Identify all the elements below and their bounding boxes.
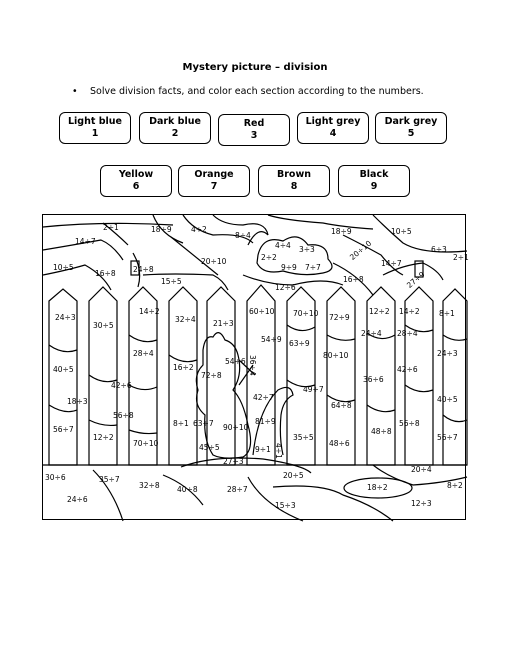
fact-label: 80÷10 xyxy=(323,351,349,360)
fact-label: 45÷5 xyxy=(199,443,220,452)
fact-label: 18÷3 xyxy=(67,397,88,406)
fact-label: 6÷3 xyxy=(431,245,447,254)
legend-color-label: Light grey xyxy=(305,116,361,127)
fact-label: 40÷8 xyxy=(177,485,198,494)
fact-label: 8÷2 xyxy=(447,481,463,490)
fact-label: 36÷4 xyxy=(248,355,257,376)
fact-label: 14÷7 xyxy=(381,259,402,268)
fact-label: 18÷9 xyxy=(331,227,352,236)
fact-label: 12÷3 xyxy=(411,499,432,508)
legend-dark-blue xyxy=(139,112,211,144)
fact-label: 28÷7 xyxy=(227,485,248,494)
fact-label: 24÷3 xyxy=(437,349,458,358)
cat-body xyxy=(196,333,250,458)
fact-label: 2÷2 xyxy=(261,253,277,262)
fence-line xyxy=(129,430,157,434)
fact-label: 60÷10 xyxy=(249,307,275,316)
fact-label: 2÷1 xyxy=(453,253,469,262)
fact-label: 72÷8 xyxy=(201,371,222,380)
fact-label: 15÷5 xyxy=(161,277,182,286)
fact-label: 72÷9 xyxy=(329,313,350,322)
legend-number: 3 xyxy=(250,130,258,141)
legend-red xyxy=(218,114,290,146)
fact-label: 20÷5 xyxy=(283,471,304,480)
fact-label: 81÷9 xyxy=(255,417,276,426)
fact-label: 35÷7 xyxy=(99,475,120,484)
fact-label: 24÷3 xyxy=(55,313,76,322)
fact-label: 56÷8 xyxy=(113,411,134,420)
fact-label: 54÷6 xyxy=(225,357,246,366)
fact-label: 9÷9 xyxy=(281,263,297,272)
fact-label: 28÷4 xyxy=(397,329,418,338)
legend-color-label: Black xyxy=(359,169,389,180)
fact-label: 18÷2 xyxy=(367,483,388,492)
fact-label: 3÷3 xyxy=(299,245,315,254)
fact-label: 70÷10 xyxy=(293,309,319,318)
fact-label: 9÷1 xyxy=(255,445,271,454)
fact-label: 32÷8 xyxy=(139,481,160,490)
fact-label: 42÷7 xyxy=(253,393,274,402)
sky-line xyxy=(143,274,228,290)
legend-light-grey xyxy=(297,112,369,144)
fact-label: 27÷9 xyxy=(405,269,427,290)
legend-number: 4 xyxy=(329,128,337,139)
fact-label: 42÷6 xyxy=(111,381,132,390)
fence-line xyxy=(129,385,157,390)
legend-number: 2 xyxy=(171,128,179,139)
fact-label: 16÷8 xyxy=(343,275,364,284)
fact-label: 14÷7 xyxy=(75,237,96,246)
fact-label: 20÷4 xyxy=(411,465,432,474)
fact-label: 90÷10 xyxy=(223,423,249,432)
fact-label: 21÷3 xyxy=(213,319,234,328)
fact-label: 56÷7 xyxy=(437,433,458,442)
fact-label: 14÷2 xyxy=(399,307,420,316)
legend-number: 7 xyxy=(210,181,218,192)
fence-line xyxy=(367,405,395,412)
fact-label: 12÷2 xyxy=(93,433,114,442)
fact-label: 30÷5 xyxy=(93,321,114,330)
fact-label: 63÷7 xyxy=(193,419,214,428)
fact-label: 24÷4 xyxy=(361,329,382,338)
fact-label: 40÷5 xyxy=(437,395,458,404)
legend-color-label: Yellow xyxy=(118,169,154,180)
fact-label: 20÷10 xyxy=(348,238,374,262)
fact-label: 49÷7 xyxy=(303,385,324,394)
fact-label: 4÷4 xyxy=(275,241,291,250)
instruction-line xyxy=(72,86,424,97)
fact-label: 54÷9 xyxy=(261,335,282,344)
fence-line xyxy=(89,420,117,425)
legend-color-label: Light blue xyxy=(68,116,122,127)
mystery-picture-puzzle xyxy=(42,214,469,520)
legend-number: 8 xyxy=(290,181,298,192)
ground-line xyxy=(248,477,303,521)
legend-brown xyxy=(258,165,330,197)
legend-color-label: Orange xyxy=(194,169,234,180)
fact-label: 35÷5 xyxy=(293,433,314,442)
fact-label: 15÷3 xyxy=(275,501,296,510)
fact-label: 20÷10 xyxy=(201,257,227,266)
fact-label: 16÷2 xyxy=(173,363,194,372)
legend-number: 6 xyxy=(132,181,140,192)
fence-line xyxy=(49,345,77,352)
fact-label: 12÷2 xyxy=(369,307,390,316)
fact-label: 4÷2 xyxy=(191,225,207,234)
legend-dark-grey xyxy=(375,112,447,144)
fact-label: 8÷1 xyxy=(439,309,455,318)
fence-line xyxy=(129,335,157,342)
fact-label: 24÷8 xyxy=(133,265,154,274)
fence-line xyxy=(443,415,467,422)
fact-label: 10÷5 xyxy=(391,227,412,236)
fact-label: 30÷6 xyxy=(45,473,66,482)
fact-label: 24÷6 xyxy=(67,495,88,504)
fact-label: 7÷7 xyxy=(305,263,321,272)
fact-label: 48÷8 xyxy=(371,427,392,436)
fact-label: 32÷4 xyxy=(175,315,196,324)
fact-label: 18÷9 xyxy=(151,225,172,234)
fact-label: 56÷7 xyxy=(53,425,74,434)
fact-label: 36÷6 xyxy=(363,375,384,384)
fact-label: 4÷1 xyxy=(274,443,283,459)
fact-label: 48÷6 xyxy=(329,439,350,448)
legend-color-label: Dark grey xyxy=(384,116,438,127)
fact-label: 2÷1 xyxy=(103,223,119,232)
legend-orange xyxy=(178,165,250,197)
legend-color-label: Red xyxy=(243,118,265,129)
sky-line xyxy=(373,215,467,252)
fence-line xyxy=(169,355,197,362)
page-title: Mystery picture – division xyxy=(182,62,328,73)
fact-label: 64÷8 xyxy=(331,401,352,410)
fence-line xyxy=(443,335,467,340)
fact-label: 14÷2 xyxy=(139,307,160,316)
fact-label: 16÷8 xyxy=(95,269,116,278)
legend-color-label: Brown xyxy=(277,169,311,180)
fence-line xyxy=(405,385,433,392)
legend-number: 1 xyxy=(91,128,99,139)
fact-label: 27÷3 xyxy=(223,457,244,466)
sky-line xyxy=(171,237,218,275)
fence-line xyxy=(287,325,315,331)
fact-label: 10÷5 xyxy=(53,263,74,272)
sky-line xyxy=(268,215,373,229)
legend-color-label: Dark blue xyxy=(149,116,201,127)
fact-label: 56÷8 xyxy=(399,419,420,428)
instruction-text: Solve division facts, and color each section according to the numbers. xyxy=(90,86,424,97)
fact-label: 12÷6 xyxy=(275,283,296,292)
bullet-icon: • xyxy=(72,86,78,97)
fact-label: 8÷1 xyxy=(173,419,189,428)
legend-number: 5 xyxy=(407,128,415,139)
fence-picket xyxy=(169,287,197,465)
fact-label: 40÷5 xyxy=(53,365,74,374)
fact-label: 63÷9 xyxy=(289,339,310,348)
legend-black xyxy=(338,165,410,197)
fact-label: 8÷4 xyxy=(235,231,251,240)
fact-label: 42÷6 xyxy=(397,365,418,374)
fence-line xyxy=(49,405,77,412)
fact-label: 70÷10 xyxy=(133,439,159,448)
fact-label: 28÷4 xyxy=(133,349,154,358)
legend-light-blue xyxy=(59,112,131,144)
legend-number: 9 xyxy=(370,181,378,192)
fence-line xyxy=(327,335,355,340)
legend-yellow xyxy=(100,165,172,197)
